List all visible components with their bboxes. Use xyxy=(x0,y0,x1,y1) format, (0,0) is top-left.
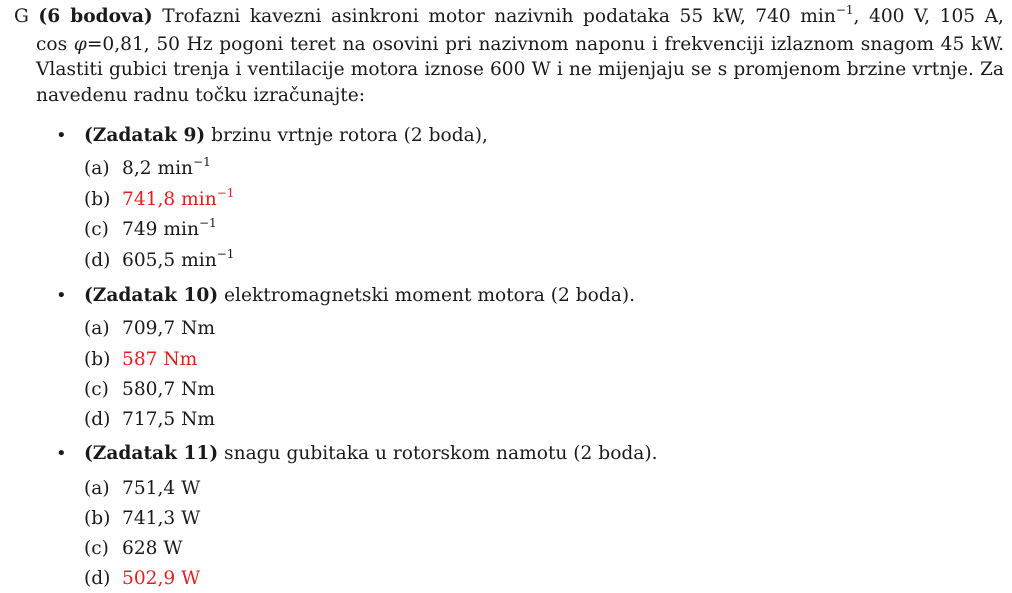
option-11b xyxy=(84,507,200,531)
statement-text: =0,81, 50 Hz pogoni teret na osovini pri nazivnom naponu i frekvenciji izlaznom snagom 45 kW. xyxy=(86,33,1004,55)
option-11a xyxy=(84,477,200,501)
option-value: 580,7 Nm xyxy=(122,379,216,400)
task-description: elektromagnetski moment motora (2 boda). xyxy=(218,285,636,306)
task-label: (Zadatak 11) xyxy=(84,443,219,464)
task-label: (Zadatak 10) xyxy=(84,285,219,306)
statement-line-3: Vlastiti gubici trenja i ventilacije motora iznose 600 W i ne mijenjaju se s promjenom brzine vrtnje. Za xyxy=(36,59,1004,80)
option-letter: (a) xyxy=(84,478,110,499)
option-value: 709,7 Nm xyxy=(122,318,216,339)
option-10a xyxy=(84,317,215,341)
task-text xyxy=(84,124,488,148)
option-letter: (b) xyxy=(84,349,111,370)
option-value: 741,3 W xyxy=(122,508,201,529)
option-letter: (d) xyxy=(84,409,111,430)
superscript: −1 xyxy=(198,216,217,230)
statement-line-2 xyxy=(14,32,1004,58)
option-10c xyxy=(84,378,215,402)
option-9b xyxy=(84,188,234,213)
option-letter: (c) xyxy=(84,379,109,400)
superscript: −1 xyxy=(835,3,854,17)
phi-symbol: φ xyxy=(73,33,87,55)
statement-text: , 400 V, 105 A, xyxy=(853,6,1004,27)
option-value: 628 W xyxy=(122,538,183,559)
problem-statement xyxy=(14,4,1004,108)
problem-letter: G xyxy=(14,6,29,27)
statement-text: Trofazni kavezni asinkroni motor nazivnih podataka 55 kW, 740 min xyxy=(162,6,836,27)
option-value: 749 min xyxy=(122,219,199,240)
option-10d xyxy=(84,408,215,432)
option-letter: (b) xyxy=(84,189,111,210)
problem-points: (6 bodova) xyxy=(38,6,153,27)
option-9a xyxy=(84,157,211,182)
statement-text: cos xyxy=(36,33,74,55)
statement-line-4: navedenu radnu točku izračunajte: xyxy=(36,84,365,106)
task-description: brzinu vrtnje rotora (2 boda), xyxy=(205,125,488,146)
option-value: 605,5 min xyxy=(122,250,217,271)
option-11c xyxy=(84,537,183,561)
option-letter: (c) xyxy=(84,538,109,559)
option-letter: (a) xyxy=(84,318,110,339)
bullet-icon: • xyxy=(56,125,67,146)
task-text xyxy=(84,442,658,466)
option-letter: (a) xyxy=(84,158,110,179)
option-value: 8,2 min xyxy=(122,158,194,179)
option-value: 751,4 W xyxy=(122,478,201,499)
option-value-correct: 587 Nm xyxy=(122,349,198,370)
option-9c xyxy=(84,218,217,243)
option-letter: (b) xyxy=(84,508,111,529)
option-letter: (d) xyxy=(84,568,111,589)
statement-line-1 xyxy=(14,4,1004,32)
task-text xyxy=(84,284,635,308)
option-value: 717,5 Nm xyxy=(122,409,216,430)
option-10b xyxy=(84,348,197,372)
bullet-icon: • xyxy=(56,443,67,464)
task-description: snagu gubitaka u rotorskom namotu (2 boda). xyxy=(218,443,658,464)
option-11d xyxy=(84,567,200,591)
option-letter: (c) xyxy=(84,219,109,240)
option-value-correct: 502,9 W xyxy=(122,568,201,589)
option-letter: (d) xyxy=(84,250,111,271)
task-label: (Zadatak 9) xyxy=(84,125,206,146)
superscript: −1 xyxy=(216,186,235,200)
option-value-correct: 741,8 min xyxy=(122,189,217,210)
bullet-icon: • xyxy=(56,285,67,306)
option-9d xyxy=(84,249,234,274)
superscript: −1 xyxy=(193,155,211,169)
superscript: −1 xyxy=(216,247,235,261)
